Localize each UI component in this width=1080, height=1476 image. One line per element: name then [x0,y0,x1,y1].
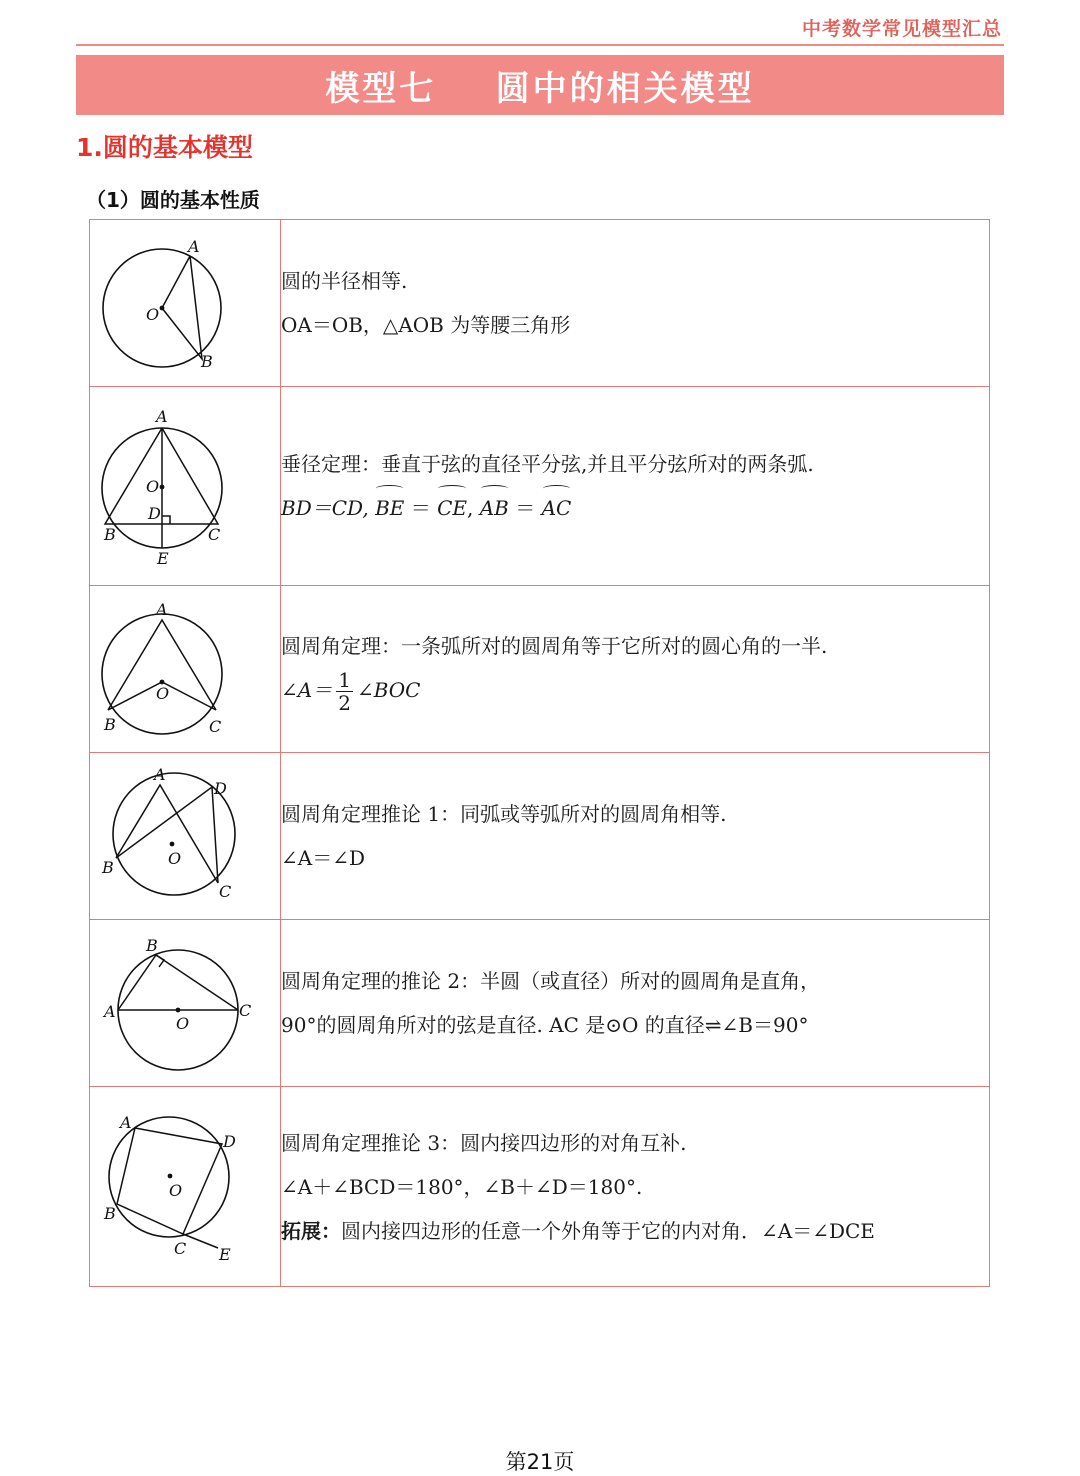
arc-ce: CE [437,486,467,530]
label-d: D [214,778,227,798]
figure-cell [90,586,281,753]
fraction-numerator: 1 [338,668,351,692]
text-cell [281,920,990,1087]
label-c: C [209,716,222,736]
arc-ab: AB [480,486,509,530]
fraction-one-half [336,669,353,714]
page-number: 第21页 [505,1450,575,1474]
row-formula: 90°的圆周角所对的弦是直径. AC 是⊙O 的直径⇌∠B＝90° [281,1013,809,1037]
row-extension [281,1209,989,1253]
row-statement: 圆周角定理推论 3：圆内接四边形的对角互补. [281,1130,687,1155]
properties-table [89,219,990,1287]
text-cell [281,1087,990,1287]
row-formula: ∠A＋∠BCD＝180°，∠B＋∠D＝180°. [281,1174,643,1199]
label-c: C [219,881,232,901]
label-o: O [146,476,160,496]
formula-prefix: ∠A＝ [281,678,333,702]
label-d: D [223,1131,236,1151]
label-a: A [156,599,168,619]
section-title: 1.圆的基本模型 [76,133,253,162]
row-formula [281,486,989,530]
label-a: A [156,406,168,426]
equals-sign: ＝ [410,496,431,520]
row-statement: 圆周角定理推论 1：同弧或等弧所对的圆周角相等. [281,802,727,826]
label-b: B [104,714,116,734]
figure-cell [90,387,281,586]
extension-text: 圆内接四边形的任意一个外角等于它的内对角．∠A＝∠DCE [341,1218,875,1243]
label-c: C [239,1000,252,1020]
arc-be: BE [375,486,404,530]
section-subtitle: （1）圆的基本性质 [86,188,260,212]
label-b: B [104,1203,116,1223]
row-statement: 垂径定理：垂直于弦的直径平分弦,并且平分弦所对的两条弧. [281,452,814,476]
semicircle-right-angle-figure [90,921,280,1086]
label-b: B [104,524,116,544]
text-cell [281,586,990,753]
isosceles-radius-figure [90,221,280,386]
row-formula [281,668,989,714]
same-arc-angles-figure [90,754,280,919]
label-a: A [104,1001,116,1021]
chapter-banner [76,55,1004,115]
figure-cell [90,220,281,387]
formula-prefix: BD＝CD, [281,496,369,520]
figure-cell [90,1087,281,1287]
label-o: O [168,848,182,868]
table-row [90,920,990,1087]
label-e: E [219,1244,231,1264]
table-row [90,753,990,920]
row-statement: 圆的半径相等. [281,269,408,293]
chapter-title: 模型七 圆中的相关模型 [325,68,755,109]
table-row [90,220,990,387]
label-c: C [208,524,221,544]
label-o: O [176,1013,190,1033]
inscribed-angle-figure [90,587,280,752]
formula-suffix: ∠BOC [356,678,421,702]
label-a: A [120,1112,132,1132]
header-brand: 中考数学常见模型汇总 [801,18,1002,40]
label-o: O [156,683,170,703]
figure-cell [90,753,281,920]
text-cell [281,220,990,387]
label-o: O [169,1180,183,1200]
figure-cell [90,920,281,1087]
cyclic-quadrilateral-figure [90,1088,280,1286]
row-formula: OA＝OB，△AOB 为等腰三角形 [281,313,571,337]
label-a: A [154,764,166,784]
table-row [90,1087,990,1287]
label-b: B [201,351,213,371]
header-divider [76,44,1004,46]
row-statement: 圆周角定理：一条弧所对的圆周角等于它所对的圆心角的一半. [281,634,828,658]
arc-ac: AC [542,486,572,530]
text-cell [281,753,990,920]
row-formula: ∠A＝∠D [281,846,365,870]
label-b: B [146,935,158,955]
text-cell [281,387,990,586]
table-row [90,387,990,586]
label-b: B [102,857,114,877]
fraction-denominator: 2 [338,691,351,715]
table-row [90,586,990,753]
separator: , [467,496,474,520]
equals-sign: ＝ [515,496,536,520]
perpendicular-diameter-figure [90,388,280,585]
extension-label: 拓展： [281,1218,341,1243]
label-c: C [174,1238,187,1258]
row-statement: 圆周角定理的推论 2：半圆（或直径）所对的圆周角是直角， [281,969,821,993]
label-d: D [148,503,161,523]
label-o: O [146,304,160,324]
label-e: E [157,548,169,568]
label-a: A [188,236,200,256]
